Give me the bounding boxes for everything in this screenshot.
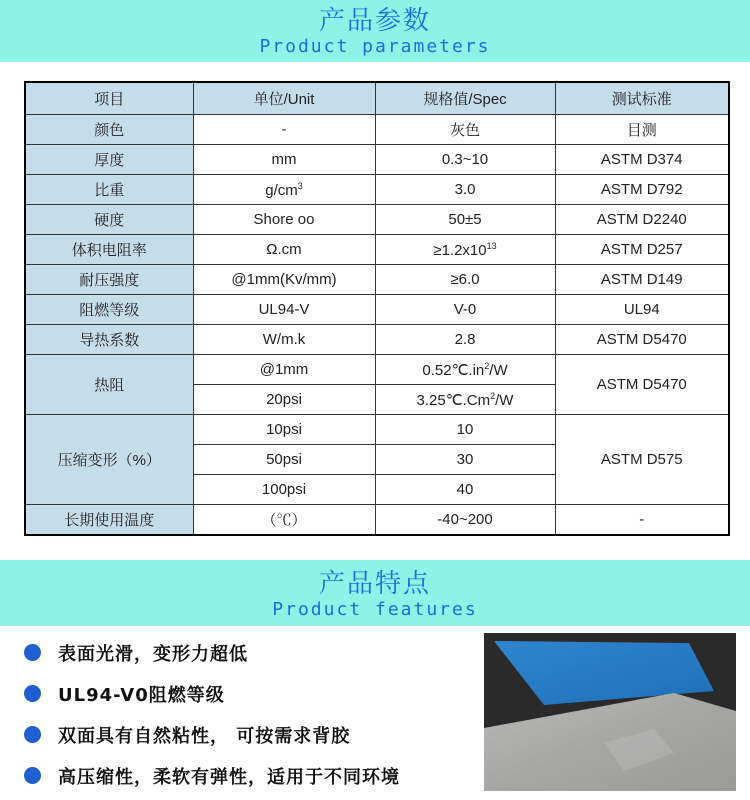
row-standard: ASTM D5470 [555, 325, 729, 355]
row-spec: 灰色 [375, 115, 555, 145]
row-spec: 30 [375, 445, 555, 475]
row-spec: 40 [375, 475, 555, 505]
table-row [25, 265, 729, 295]
header-standard: 测试标准 [555, 82, 729, 115]
row-spec: 2.8 [375, 325, 555, 355]
page-subtitle: Product parameters [259, 36, 491, 57]
row-unit: mm [193, 145, 375, 175]
features-title: 产品特点 [318, 569, 431, 599]
row-label: 热阻 [25, 355, 193, 415]
row-spec: -40~200 [375, 505, 555, 536]
row-standard: 目测 [555, 115, 729, 145]
list-item [24, 673, 474, 714]
bullet-dot-icon [24, 644, 41, 661]
spec-table [24, 81, 730, 536]
row-spec: ≥6.0 [375, 265, 555, 295]
row-spec: 3.25℃.Cm$^2$/W [375, 385, 555, 415]
row-unit: 20psi [193, 385, 375, 415]
row-label: 硬度 [25, 205, 193, 235]
row-unit: 10psi [193, 415, 375, 445]
row-label: 比重 [25, 175, 193, 205]
list-item [24, 755, 474, 796]
table-row [25, 295, 729, 325]
features-subtitle: Product features [272, 599, 478, 620]
row-label: 导热系数 [25, 325, 193, 355]
table-row [25, 175, 729, 205]
row-standard: ASTM D257 [555, 235, 729, 265]
table-row [25, 505, 729, 536]
row-spec: $0.52℃.in^2/W$ [375, 355, 555, 385]
row-standard: ASTM D149 [555, 265, 729, 295]
page-title: 产品参数 [318, 6, 431, 36]
row-spec: $\ge 1.2x10^{13}$ [375, 235, 555, 265]
row-standard: ASTM D2240 [555, 205, 729, 235]
table-row [25, 355, 729, 385]
row-unit: Shore oo [193, 205, 375, 235]
bullet-dot-icon [24, 726, 41, 743]
row-spec: V-0 [375, 295, 555, 325]
row-unit: @1mm [193, 355, 375, 385]
row-standard: ASTM D792 [555, 175, 729, 205]
table-row [25, 205, 729, 235]
bullet-dot-icon [24, 685, 41, 702]
product-photo [484, 633, 736, 791]
row-unit: W/m.k [193, 325, 375, 355]
row-spec: 3.0 [375, 175, 555, 205]
row-spec: 0.3~10 [375, 145, 555, 175]
row-unit: @1mm(Kv/mm) [193, 265, 375, 295]
features-band [0, 560, 750, 626]
row-unit: UL94-V [193, 295, 375, 325]
row-unit: 50psi [193, 445, 375, 475]
row-standard: - [555, 505, 729, 536]
row-unit: Ω.cm [193, 235, 375, 265]
row-spec: 50±5 [375, 205, 555, 235]
row-standard: ASTM D5470 [555, 355, 729, 415]
row-spec: 10 [375, 415, 555, 445]
row-unit: $g/cm^3$ [193, 175, 375, 205]
feature-text: 双面具有自然粘性， 可按需求背胶 [58, 725, 351, 747]
table-row [25, 325, 729, 355]
row-unit: - [193, 115, 375, 145]
row-label: 压缩变形（%） [25, 415, 193, 505]
header-unit: 单位/Unit [193, 82, 375, 115]
row-label: 阻燃等级 [25, 295, 193, 325]
table-row [25, 415, 729, 445]
feature-text: UL94-V0阻燃等级 [58, 684, 225, 706]
row-label: 厚度 [25, 145, 193, 175]
header-band [0, 0, 750, 62]
header-item: 项目 [25, 82, 193, 115]
row-label: 长期使用温度 [25, 505, 193, 536]
table-header-row [25, 82, 729, 115]
row-label: 耐压强度 [25, 265, 193, 295]
row-standard: ASTM D374 [555, 145, 729, 175]
feature-text: 表面光滑，变形力超低 [58, 643, 248, 665]
feature-text: 高压缩性，柔软有弹性，适用于不同环境 [58, 766, 400, 788]
header-spec: 规格值/Spec [375, 82, 555, 115]
row-unit: （℃） [193, 505, 375, 536]
table-row [25, 145, 729, 175]
row-label: 体积电阻率 [25, 235, 193, 265]
row-standard: UL94 [555, 295, 729, 325]
row-label: 颜色 [25, 115, 193, 145]
table-row [25, 115, 729, 145]
list-item [24, 714, 474, 755]
features-list [24, 632, 474, 796]
list-item [24, 632, 474, 673]
row-standard: ASTM D575 [555, 415, 729, 505]
row-unit: 100psi [193, 475, 375, 505]
bullet-dot-icon [24, 767, 41, 784]
table-row [25, 235, 729, 265]
thermal-pad-sheets-image [484, 633, 736, 791]
